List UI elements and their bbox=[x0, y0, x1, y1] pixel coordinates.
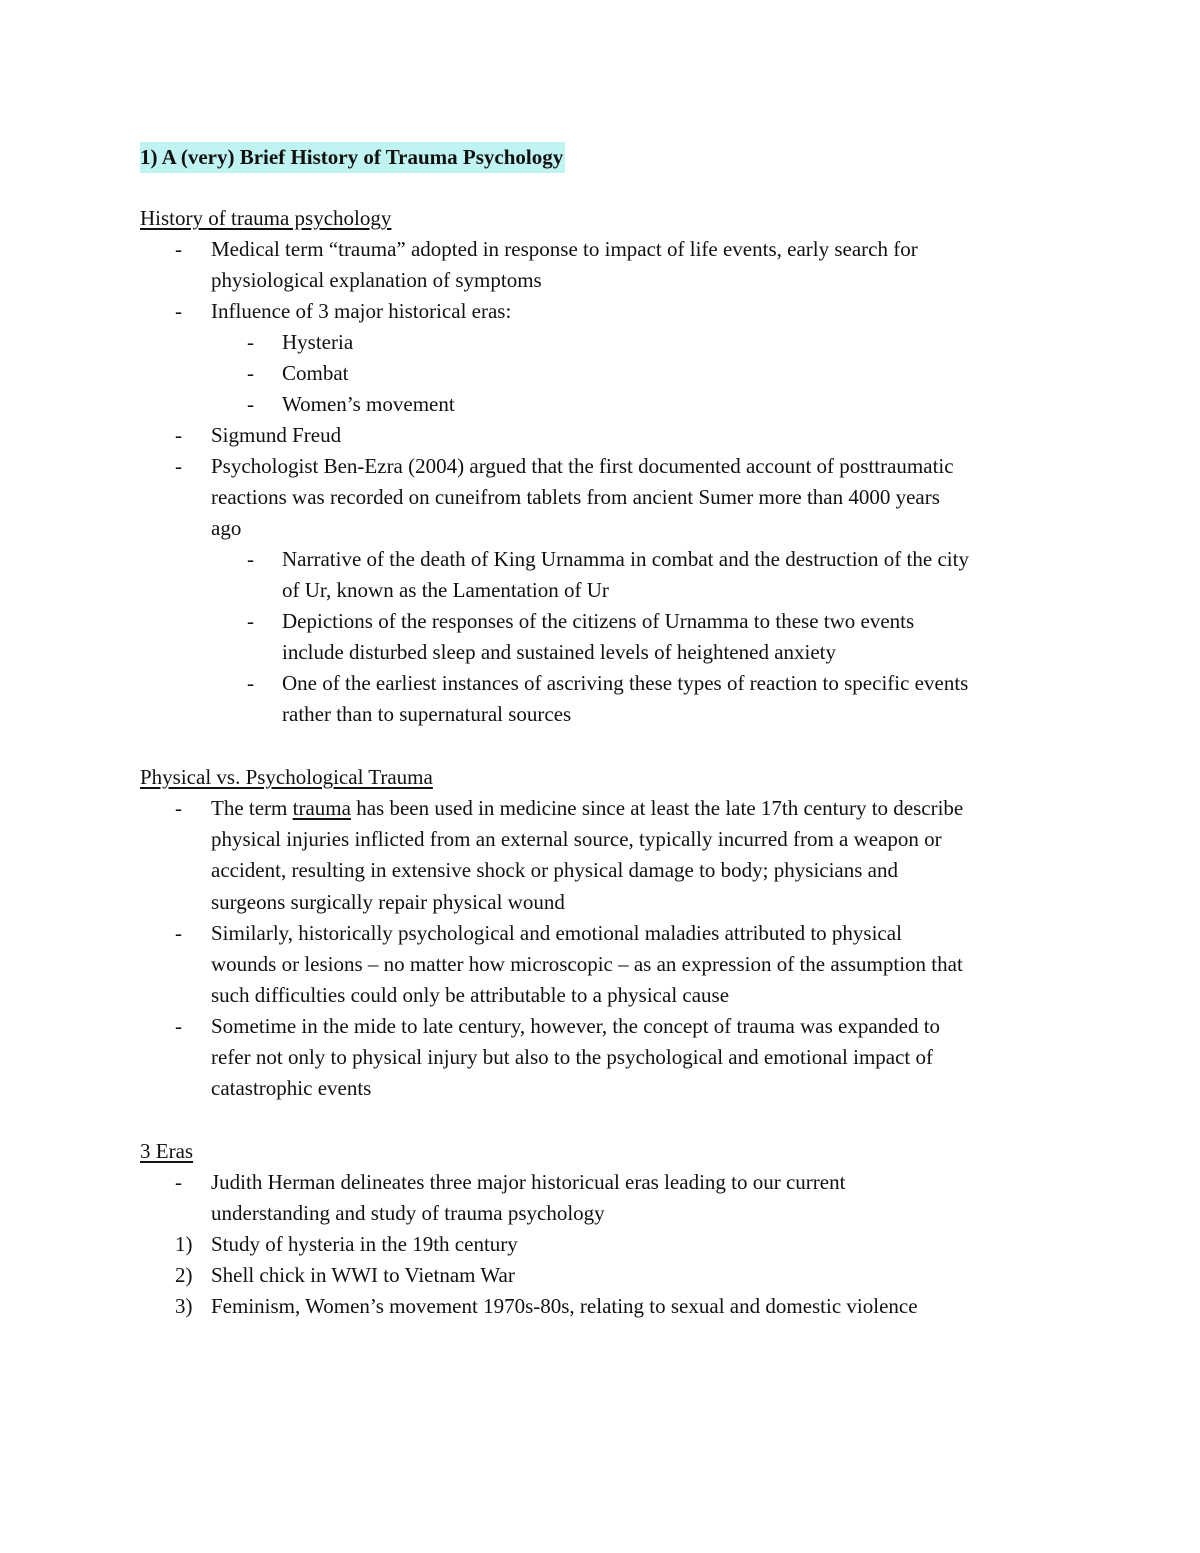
list-item-line: such difficulties could only be attributable to a physical cause bbox=[211, 983, 730, 1007]
number-marker: 3) bbox=[175, 1294, 193, 1318]
list-item-line: catastrophic events bbox=[211, 1076, 372, 1100]
list-item-line: accident, resulting in extensive shock or physical damage to body; physicians and bbox=[211, 858, 898, 882]
number-marker: 1) bbox=[175, 1232, 193, 1256]
number-marker: 2) bbox=[175, 1263, 193, 1287]
list-item-line: Women’s movement bbox=[282, 392, 455, 416]
list-item-line: Similarly, historically psychological and emotional maladies attributed to physical bbox=[211, 921, 902, 945]
bullet-marker: - bbox=[247, 361, 254, 385]
list-item-line: Feminism, Women’s movement 1970s-80s, relating to sexual and domestic violence bbox=[211, 1294, 918, 1318]
list-item-line bbox=[211, 793, 963, 824]
list-item-line: Medical term “trauma” adopted in response to impact of life events, early search for bbox=[211, 237, 918, 261]
list-item-line: Judith Herman delineates three major historicual eras leading to our current bbox=[211, 1170, 846, 1194]
list-item-line: Depictions of the responses of the citizens of Urnamma to these two events bbox=[282, 609, 915, 633]
bullet-marker: - bbox=[175, 796, 182, 820]
bullet-marker: - bbox=[247, 330, 254, 354]
list-item-line: physiological explanation of symptoms bbox=[211, 268, 542, 292]
bullet-marker: - bbox=[175, 921, 182, 945]
text-run: The term bbox=[211, 796, 293, 820]
list-item-line: ago bbox=[211, 516, 242, 540]
page-title: 1) A (very) Brief History of Trauma Psychology bbox=[140, 142, 565, 173]
section-heading-history: History of trauma psychology bbox=[140, 206, 392, 230]
list-item-line: reactions was recorded on cuneifrom tablets from ancient Sumer more than 4000 years bbox=[211, 485, 940, 509]
bullet-marker: - bbox=[175, 1170, 182, 1194]
list-item-line: Study of hysteria in the 19th century bbox=[211, 1232, 518, 1256]
list-item-line: Combat bbox=[282, 361, 349, 385]
list-item-line: rather than to supernatural sources bbox=[282, 702, 572, 726]
list-item-line: refer not only to physical injury but also to the psychological and emotional impact of bbox=[211, 1045, 933, 1069]
text-run: has been used in medicine since at least the late 17th century to describe bbox=[350, 796, 964, 820]
list-item-line: Sometime in the mide to late century, however, the concept of trauma was expanded to bbox=[211, 1014, 941, 1038]
bullet-marker: - bbox=[247, 609, 254, 633]
underlined-term: trauma bbox=[292, 796, 351, 820]
bullet-marker: - bbox=[175, 454, 182, 478]
list-item-line: Hysteria bbox=[282, 330, 354, 354]
list-item-line: surgeons surgically repair physical wound bbox=[211, 890, 565, 914]
list-item-line: wounds or lesions – no matter how microscopic – as an expression of the assumption that bbox=[211, 952, 963, 976]
bullet-marker: - bbox=[175, 237, 182, 261]
bullet-marker: - bbox=[247, 547, 254, 571]
bullet-marker: - bbox=[247, 392, 254, 416]
bullet-marker: - bbox=[175, 1014, 182, 1038]
list-item-line: Influence of 3 major historical eras: bbox=[211, 299, 512, 323]
list-item-line: One of the earliest instances of ascriving these types of reaction to specific events bbox=[282, 671, 969, 695]
list-item-line: of Ur, known as the Lamentation of Ur bbox=[282, 578, 609, 602]
list-item-line: Narrative of the death of King Urnamma in combat and the destruction of the city bbox=[282, 547, 969, 571]
list-item-line: understanding and study of trauma psychology bbox=[211, 1201, 605, 1225]
bullet-marker: - bbox=[175, 299, 182, 323]
list-item-line: physical injuries inflicted from an external source, typically incurred from a weapon or bbox=[211, 827, 942, 851]
section-heading-3-eras: 3 Eras bbox=[140, 1139, 194, 1163]
list-item-line: Shell chick in WWI to Vietnam War bbox=[211, 1263, 515, 1287]
bullet-marker: - bbox=[247, 671, 254, 695]
list-item-line: Sigmund Freud bbox=[211, 423, 342, 447]
list-item-line: Psychologist Ben-Ezra (2004) argued that the first documented account of posttraumatic bbox=[211, 454, 954, 478]
list-item-line: include disturbed sleep and sustained levels of heightened anxiety bbox=[282, 640, 837, 664]
bullet-marker: - bbox=[175, 423, 182, 447]
section-heading-physical-vs-psychological: Physical vs. Psychological Trauma bbox=[140, 765, 433, 789]
